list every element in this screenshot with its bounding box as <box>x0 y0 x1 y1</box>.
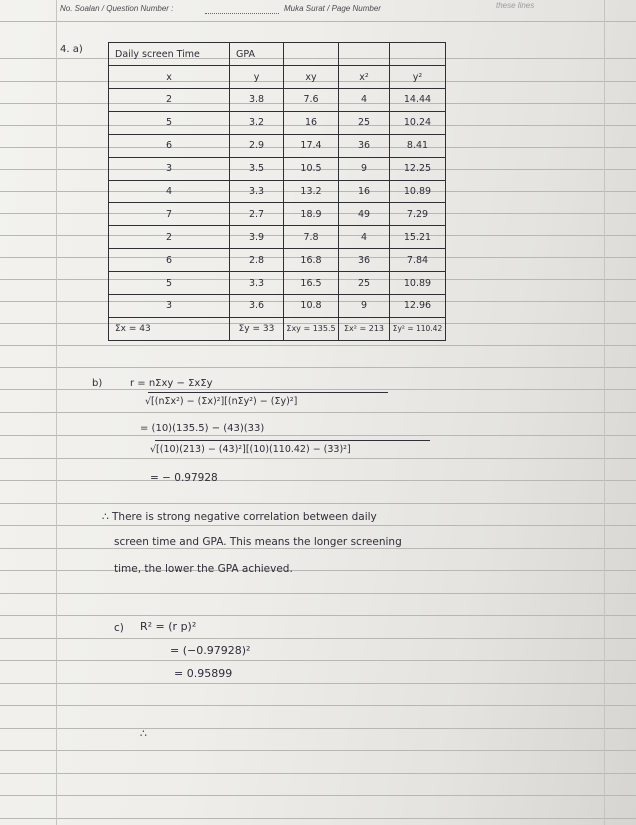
table-cell: 16.5 <box>284 272 339 295</box>
conclusion-line-1: ∴ There is strong negative correlation between daily <box>102 511 377 523</box>
table-cell: 7.29 <box>390 203 446 226</box>
table-cell: 16 <box>339 180 390 203</box>
table-row <box>109 272 446 295</box>
formula-numerator: r = nΣxy − ΣxΣy <box>130 378 213 389</box>
table-row <box>109 157 446 180</box>
substitution-numerator: = (10)(135.5) − (43)(33) <box>140 423 265 434</box>
table-cell: 2 <box>109 89 230 112</box>
table-row <box>109 295 446 318</box>
header-cell: xy <box>284 66 339 89</box>
table-cell: 3.3 <box>230 180 284 203</box>
table-cell: 49 <box>339 203 390 226</box>
header-cell: y² <box>390 66 446 89</box>
header-cell <box>284 43 339 66</box>
table-cell: 4 <box>339 226 390 249</box>
table-cell: 7.8 <box>284 226 339 249</box>
table-cell: 6 <box>109 134 230 157</box>
table-cell: 10.89 <box>390 180 446 203</box>
table-row <box>109 226 446 249</box>
table-cell: 8.41 <box>390 134 446 157</box>
table-cell: 25 <box>339 272 390 295</box>
formula-denominator: √[(nΣx²) − (Σx)²][(nΣy²) − (Σy)²] <box>145 396 298 407</box>
table-cell: 3.8 <box>230 89 284 112</box>
sum-y-squared: Σy² = 110.42 <box>390 317 446 340</box>
table-cell: 10.8 <box>284 295 339 318</box>
determination-formula: R² = (r p)² <box>140 620 197 633</box>
data-table <box>108 42 446 341</box>
header-cell <box>390 43 446 66</box>
table-cell: 7.84 <box>390 249 446 272</box>
part-b-label: b) <box>92 378 103 389</box>
substitution-denominator: √[(10)(213) − (43)²][(10)(110.42) − (33)²] <box>150 444 351 455</box>
question-number-blank <box>205 13 279 15</box>
table-cell: 2 <box>109 226 230 249</box>
table-cell: 10.24 <box>390 111 446 134</box>
table-cell: 7.6 <box>284 89 339 112</box>
sum-y: Σy = 33 <box>230 317 284 340</box>
table-cell: 12.96 <box>390 295 446 318</box>
table-cell: 4 <box>109 180 230 203</box>
table-cell: 9 <box>339 295 390 318</box>
page-number-label: Muka Surat / Page Number <box>284 4 381 13</box>
table-cell: 3.3 <box>230 272 284 295</box>
table-cell: 16.8 <box>284 249 339 272</box>
question-number-label: No. Soalan / Question Number : <box>60 4 174 13</box>
table-cell: 5 <box>109 272 230 295</box>
table-cell: 36 <box>339 134 390 157</box>
table-cell: 10.5 <box>284 157 339 180</box>
sum-x-squared: Σx² = 213 <box>339 317 390 340</box>
table-cell: 6 <box>109 249 230 272</box>
determination-substitution: = (−0.97928)² <box>170 644 251 657</box>
table-cell: 36 <box>339 249 390 272</box>
table-row <box>109 134 446 157</box>
header-cell: x <box>109 66 230 89</box>
table-cell: 3 <box>109 157 230 180</box>
table-cell: 16 <box>284 111 339 134</box>
header-cell: x² <box>339 66 390 89</box>
correlation-result: = − 0.97928 <box>150 472 218 484</box>
sum-x: Σx = 43 <box>109 317 230 340</box>
table-cell: 2.8 <box>230 249 284 272</box>
table-cell: 9 <box>339 157 390 180</box>
header-cell <box>339 43 390 66</box>
top-right-note: these lines <box>496 1 535 10</box>
table-cell: 3.6 <box>230 295 284 318</box>
table-cell: 3.5 <box>230 157 284 180</box>
table-row <box>109 249 446 272</box>
table-cell: 25 <box>339 111 390 134</box>
conclusion-line-2: screen time and GPA. This means the longer screening <box>114 536 402 548</box>
table-cell: 4 <box>339 89 390 112</box>
table-cell: 2.9 <box>230 134 284 157</box>
substitution-fraction-bar <box>155 440 430 441</box>
table-cell: 10.89 <box>390 272 446 295</box>
table-cell: 18.9 <box>284 203 339 226</box>
table-cell: 3.9 <box>230 226 284 249</box>
table-header-row <box>109 43 446 66</box>
determination-result: = 0.95899 <box>174 667 233 680</box>
header-cell: y <box>230 66 284 89</box>
formula-fraction-bar <box>148 392 388 393</box>
header-cell: Daily screen Time <box>109 43 230 66</box>
table-row <box>109 203 446 226</box>
part-a-label: 4. a) <box>60 44 83 55</box>
table-cell: 14.44 <box>390 89 446 112</box>
table-cell: 12.25 <box>390 157 446 180</box>
table-row <box>109 111 446 134</box>
conclusion-line-3: time, the lower the GPA achieved. <box>114 563 293 575</box>
table-cell: 13.2 <box>284 180 339 203</box>
table-cell: 3.2 <box>230 111 284 134</box>
table-cell: 3 <box>109 295 230 318</box>
table-cell: 2.7 <box>230 203 284 226</box>
table-subheader-row <box>109 66 446 89</box>
part-c-label: c) <box>114 622 124 634</box>
therefore-symbol: ∴ <box>140 727 147 740</box>
table-row <box>109 89 446 112</box>
table-cell: 5 <box>109 111 230 134</box>
table-row <box>109 180 446 203</box>
table-sum-row <box>109 317 446 340</box>
header-cell: GPA <box>230 43 284 66</box>
table-cell: 7 <box>109 203 230 226</box>
sum-xy: Σxy = 135.5 <box>284 317 339 340</box>
table-cell: 17.4 <box>284 134 339 157</box>
table-cell: 15.21 <box>390 226 446 249</box>
